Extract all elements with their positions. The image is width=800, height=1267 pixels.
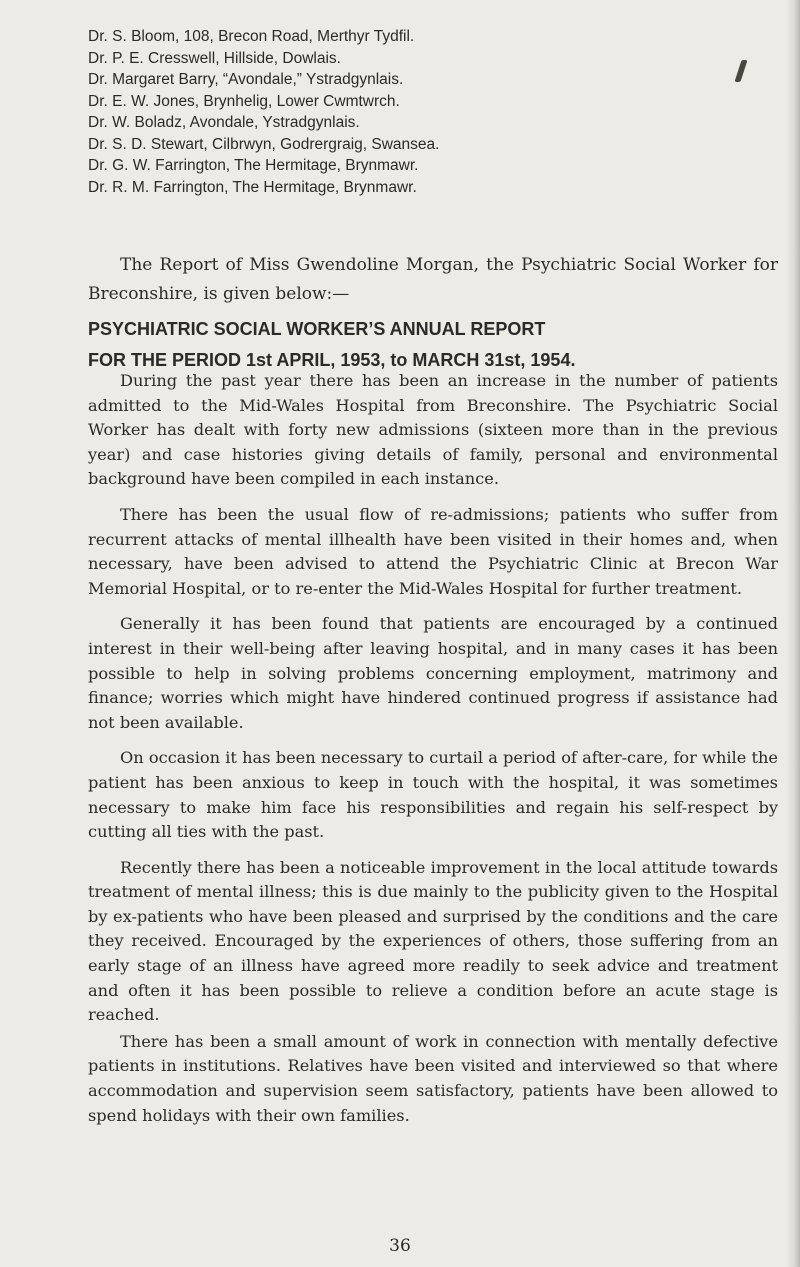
doctor-entry: Dr. G. W. Farrington, The Hermitage, Brynmawr. [88, 157, 419, 174]
body-paragraph: Recently there has been a noticeable improvement in the local attitude towards treatment of mental illness; this is due mainly to the publicity given to the Hospital by ex-patients who have been pleased and surprised by the conditions and the care they received. Encouraged by the experiences of others, those suffering from an early stage of an illness have agreed more readily to seek advice and treatment and often it has been possible to relieve a condition before an acute stage is reached. [88, 857, 778, 1025]
doctor-entry: Dr. S. Bloom, 108, Brecon Road, Merthyr Tydfil. [88, 28, 415, 45]
doctor-entry: Dr. E. W. Jones, Brynhelig, Lower Cwmtwrch. [88, 92, 400, 110]
report-title-line2: FOR THE PERIOD 1st APRIL, 1953, to MARCH 31st, 1954. [88, 350, 576, 370]
doctor-entry: Dr. S. D. Stewart, Cilbrwyn, Godrergraig, Swansea. [88, 135, 440, 153]
doctor-entry: Dr. Margaret Barry, “Avondale,” Ystradgynlais. [88, 71, 404, 88]
doctor-list [88, 26, 728, 198]
body-paragraph: On occasion it has been necessary to curtail a period of after-care, for while the patient has been anxious to keep in touch with the hospital, it was sometimes necessary to make him face his responsibilities and regain his self-respect by cutting all ties with the past. [88, 748, 778, 842]
report-body [88, 369, 778, 1139]
ink-mark [734, 60, 747, 82]
doctor-entry: Dr. W. Boladz, Avondale, Ystradgynlais. [88, 114, 360, 131]
page-edge-shadow [786, 0, 800, 1267]
report-title-line1: PSYCHIATRIC SOCIAL WORKER’S ANNUAL REPORT [88, 319, 546, 339]
body-paragraph: There has been a small amount of work in connection with mentally defective patients in institutions. Relatives have been visited and interviewed so that where accommodation and supervision seem satisfactory, patients have been allowed to spend holidays with their own families. [88, 1031, 778, 1125]
doctor-entry: Dr. P. E. Cresswell, Hillside, Dowlais. [88, 49, 341, 67]
report-title [88, 314, 788, 376]
page-number: 36 [389, 1236, 411, 1256]
body-paragraph: There has been the usual flow of re-admissions; patients who suffer from recurrent attacks of mental illhealth have been visited in their homes and, when necessary, have been advised to attend the Psychiatric Clinic at Brecon War Memorial Hospital, or to re-enter the Mid-Wales Hospital for further treatment. [88, 504, 778, 598]
body-paragraph: Generally it has been found that patients are encouraged by a continued interest in their well-being after leaving hospital, and in many cases it has been possible to help in solving problems concerning employment, matrimony and finance; worries which might have hindered continued progress if assistance had not been available. [88, 614, 778, 732]
intro-paragraph: The Report of Miss Gwendoline Morgan, the Psychiatric Social Worker for Breconshire, is given below:— [88, 255, 778, 304]
doctor-entry: Dr. R. M. Farrington, The Hermitage, Brynmawr. [88, 178, 417, 196]
body-paragraph: During the past year there has been an increase in the number of patients admitted to the Mid-Wales Hospital from Breconshire. The Psychiatric Social Worker has dealt with forty new admissions (sixteen more than in the previous year) and case histories giving details of family, personal and environmental background have been compiled in each instance. [88, 371, 778, 489]
